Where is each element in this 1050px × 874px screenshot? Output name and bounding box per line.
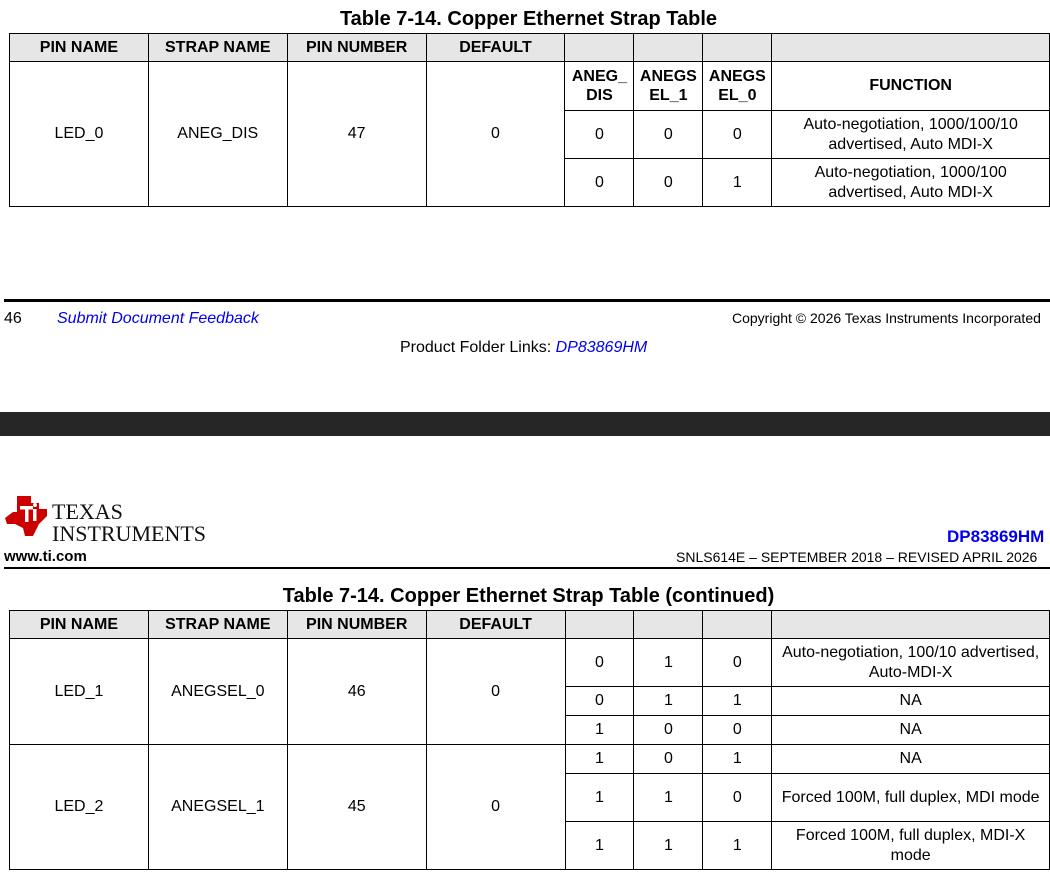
col-header-blank	[772, 611, 1050, 639]
cell-anegsel-0: 0	[703, 639, 772, 687]
cell-anegsel-0: 1	[703, 745, 772, 774]
cell-pin-number: 46	[287, 639, 426, 745]
cell-pin-name: LED_2	[10, 745, 149, 870]
submit-feedback-link[interactable]: Submit Document Feedback	[57, 310, 259, 327]
cell-default: 0	[426, 745, 565, 870]
page-number: 46	[4, 310, 22, 327]
col-header-blank	[703, 34, 772, 62]
subheader-anegsel-1: ANEGS EL_1	[634, 62, 703, 111]
website-link[interactable]: www.ti.com	[4, 548, 87, 565]
logo-text-instruments: INSTRUMENTS	[52, 521, 207, 546]
col-header-default: DEFAULT	[426, 34, 565, 62]
col-header-default: DEFAULT	[426, 611, 565, 639]
table-row	[10, 745, 1050, 774]
cell-aneg-dis: 0	[565, 159, 634, 207]
col-header-blank	[772, 34, 1050, 62]
cell-pin-number: 47	[287, 62, 426, 207]
col-header-strap-name: STRAP NAME	[148, 34, 287, 62]
cell-aneg-dis: 1	[565, 822, 634, 870]
cell-strap-name: ANEGSEL_0	[148, 639, 287, 745]
cell-default: 0	[426, 62, 565, 207]
col-header-pin-name: PIN NAME	[10, 611, 149, 639]
cell-anegsel-0: 0	[703, 716, 772, 745]
cell-anegsel-0: 1	[703, 687, 772, 716]
cell-anegsel-1: 0	[634, 745, 703, 774]
cell-anegsel-1: 0	[634, 716, 703, 745]
col-header-blank	[565, 34, 634, 62]
cell-pin-name: LED_1	[10, 639, 149, 745]
cell-default: 0	[426, 639, 565, 745]
cell-function: Auto-negotiation, 1000/100/10 advertised, Auto MDI-X	[772, 111, 1050, 159]
product-folder-label: Product Folder Links:	[400, 339, 556, 356]
strap-table-continued	[9, 610, 1050, 870]
cell-aneg-dis: 1	[565, 774, 634, 822]
cell-aneg-dis: 0	[565, 111, 634, 159]
cell-anegsel-0: 1	[703, 159, 772, 207]
cell-function: Forced 100M, full duplex, MDI mode	[772, 774, 1050, 822]
cell-anegsel-1: 0	[634, 159, 703, 207]
footer-rule	[4, 299, 1050, 302]
cell-pin-number: 45	[287, 745, 426, 870]
table-header-row	[10, 611, 1050, 639]
cell-function: Auto-negotiation, 1000/100 advertised, Auto MDI-X	[772, 159, 1050, 207]
cell-function: Forced 100M, full duplex, MDI-X mode	[772, 822, 1050, 870]
subheader-anegsel-0: ANEGS EL_0	[703, 62, 772, 111]
cell-aneg-dis: 0	[565, 687, 634, 716]
cell-anegsel-1: 1	[634, 774, 703, 822]
cell-function: NA	[772, 745, 1050, 774]
cell-anegsel-1: 0	[634, 111, 703, 159]
cell-strap-name: ANEGSEL_1	[148, 745, 287, 870]
col-header-pin-number: PIN NUMBER	[287, 34, 426, 62]
header-rule	[4, 567, 1050, 569]
cell-aneg-dis: 0	[565, 639, 634, 687]
col-header-blank	[634, 611, 703, 639]
cell-function: NA	[772, 716, 1050, 745]
strap-table	[9, 33, 1050, 207]
product-folder-link[interactable]: DP83869HM	[555, 339, 648, 356]
cell-function: Auto-negotiation, 100/10 advertised, Auto-MDI-X	[772, 639, 1050, 687]
table-subheader-row	[10, 62, 1050, 111]
col-header-pin-name: PIN NAME	[10, 34, 149, 62]
cell-anegsel-0: 0	[703, 111, 772, 159]
logo-text-texas: TEXAS	[52, 499, 123, 524]
part-number-link[interactable]: DP83869HM	[947, 527, 1045, 546]
cell-strap-name: ANEG_DIS	[148, 62, 287, 207]
cell-anegsel-1: 1	[634, 822, 703, 870]
table-row	[10, 639, 1050, 687]
subheader-function: FUNCTION	[772, 62, 1050, 111]
table-caption: Table 7-14. Copper Ethernet Strap Table	[339, 8, 718, 30]
cell-aneg-dis: 1	[565, 716, 634, 745]
table-caption: Table 7-14. Copper Ethernet Strap Table (continued)	[282, 585, 775, 607]
col-header-pin-number: PIN NUMBER	[287, 611, 426, 639]
table-header-row	[10, 34, 1050, 62]
cell-anegsel-0: 0	[703, 774, 772, 822]
col-header-blank	[703, 611, 772, 639]
cell-anegsel-1: 1	[634, 639, 703, 687]
subheader-aneg-dis: ANEG_ DIS	[565, 62, 634, 111]
col-header-blank	[634, 34, 703, 62]
col-header-blank	[565, 611, 634, 639]
cell-anegsel-0: 1	[703, 822, 772, 870]
ti-logo-icon	[3, 494, 49, 538]
product-folder-links	[400, 339, 647, 357]
cell-pin-name: LED_0	[10, 62, 149, 207]
page-separator	[0, 412, 1050, 436]
cell-function: NA	[772, 687, 1050, 716]
copyright-notice: Copyright © 2026 Texas Instruments Incorporated	[732, 310, 1041, 326]
cell-aneg-dis: 1	[565, 745, 634, 774]
document-id: SNLS614E – SEPTEMBER 2018 – REVISED APRIL 2026	[676, 549, 1038, 565]
col-header-strap-name: STRAP NAME	[148, 611, 287, 639]
cell-anegsel-1: 1	[634, 687, 703, 716]
